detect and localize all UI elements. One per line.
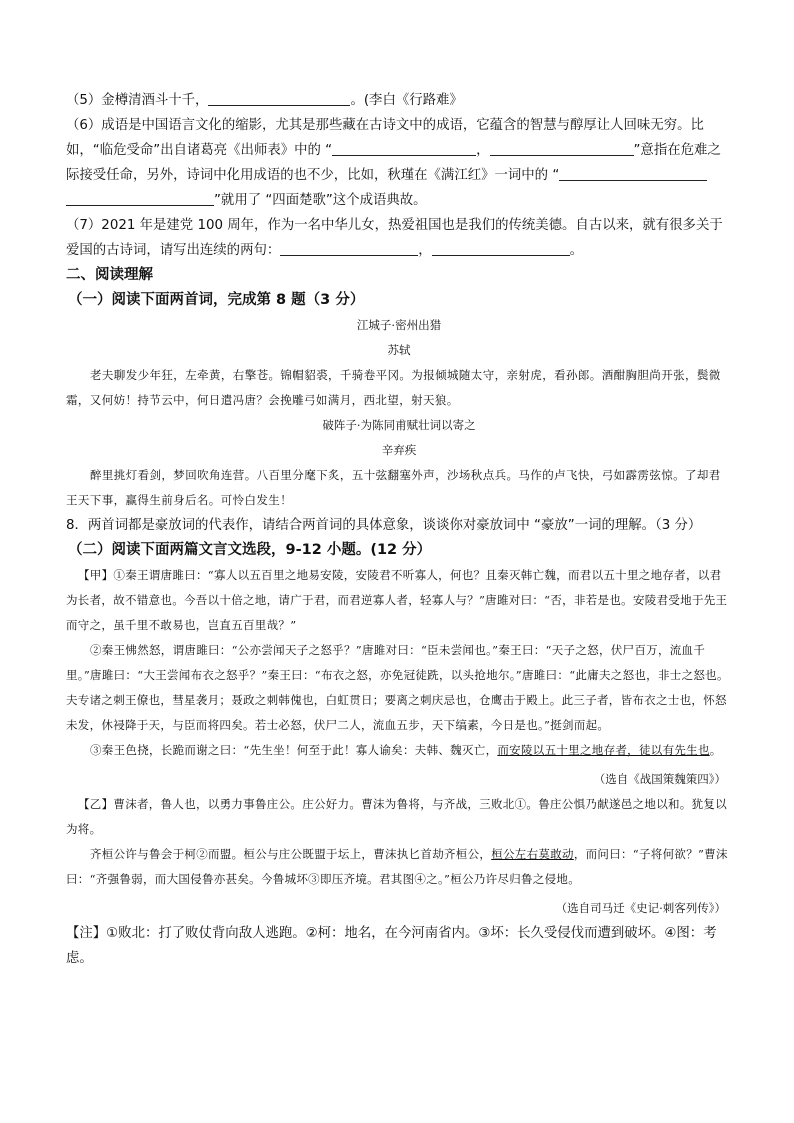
q5-prefix: （5）金樽清酒斗十千，: [66, 93, 209, 108]
passage-yi-source: （选自司马迁《史记·刺客列传》）: [555, 901, 726, 915]
q7-line-2: [66, 238, 732, 263]
yi-p2-text: ，而问曰：“子将何欲？”曹沫曰：“齐强鲁弱，而大国侵鲁亦甚矣。今鲁城坏③即压齐境。君其图④之。”桓公乃许尽归鲁之侵地。: [66, 847, 728, 886]
question-8: 8．两首词都是豪放词的代表作，请结合两首词的具体意象，谈谈你对豪放词中 “豪放”一词的理解。（3 分）: [66, 518, 702, 533]
q6-text: 际接受任命，另外，诗词中化用成语的也不少，比如，秋瑾在《满江红》一词中的 “: [66, 168, 560, 183]
part1-heading: （一）阅读下面两首词，完成第 8 题（3 分）: [68, 292, 365, 308]
poem2-text: 醉里挑灯看剑，梦回吹角连营。八百里分麾下炙，五十弦翻塞外声，沙场秋点兵。马作的卢飞快，弓如霹雳弦惊。了却君王天下事，赢得生前身后名。可怜白发生！: [66, 468, 721, 507]
q6-text: ”就用了 “四面楚歌”这个成语典故。: [214, 193, 427, 208]
yi-p2-text: 齐桓公许与鲁会于柯②而盟。桓公与庄公既盟于坛上，曹沫执匕首劫齐桓公，: [90, 847, 492, 861]
q5-suffix: 。(李白《行路难》: [350, 93, 463, 108]
answer-blank[interactable]: [208, 91, 350, 106]
poem1-title: 江城子·密州出猎: [356, 318, 442, 332]
q6-line-4: [66, 188, 732, 213]
q7-line-1: （7）2021 年是建党 100 周年，作为一名中华儿女，热爱祖国也是我们的传统美德。自古以来，就有很多关于: [66, 218, 723, 233]
passage-yi-para-2: [66, 842, 732, 892]
q6-text: 如，“临危受命”出自诸葛亮《出师表》中的 “: [66, 143, 333, 158]
q6-text: ，: [476, 143, 490, 158]
exam-page: [66, 88, 732, 971]
annotation-notes: 【注】①败北：打了败仗背向敌人逃跑。②柯：地名，在今河南省内。③坏：长久受侵伐而遭到破坏。④图：考虑。: [66, 926, 717, 966]
q6-text: ”意指在危难之: [633, 143, 721, 158]
q7-text: 。: [569, 243, 584, 258]
poem1-author: 苏轼: [387, 343, 411, 357]
poem2-author: 辛弃疾: [381, 443, 417, 457]
jia-p3-text: ③秦王色挠，长跪而谢之曰：“先生坐！何至于此！寡人谕矣：夫韩、魏灭亡，: [90, 743, 498, 757]
passage-jia-source: （选自《战国策魏策四》）: [593, 772, 726, 786]
poem2-title: 破阵子·为陈同甫赋壮词以寄之: [322, 418, 476, 432]
answer-blank[interactable]: [332, 141, 476, 156]
passage-jia-para-3: [66, 738, 732, 763]
q6-line-2: [66, 138, 732, 163]
passage-yi-para-1: 【乙】曹沫者，鲁人也，以勇力事鲁庄公。庄公好力。曹沫为鲁将，与齐战，三败北①。鲁庄公惧乃献遂邑之地以和。犹复以为将。: [66, 797, 727, 836]
jia-p3-end: 。: [709, 743, 722, 757]
poem1-text: 老夫聊发少年狂，左牵黄，右擎苍。锦帽貂裘，千骑卷平冈。为报倾城随太守，亲射虎，看孙郎。酒酣胸胆尚开张，鬓微霜，又何妨！持节云中，何日遣冯唐？会挽雕弓如满月，西北望，射天狼。: [66, 368, 721, 407]
section-heading: 二、阅读理解: [66, 267, 153, 283]
q6-line-1: （6）成语是中国语言文化的缩影，尤其是那些藏在古诗文中的成语，它蕴含的智慧与醇厚让人回味无穷。比: [66, 118, 704, 133]
underlined-sentence: 桓公左右莫敢动: [491, 847, 574, 861]
q7-text: 爱国的古诗词，请写出连续的两句：: [66, 243, 281, 258]
answer-blank[interactable]: [490, 141, 634, 156]
answer-blank[interactable]: [280, 241, 418, 256]
answer-blank[interactable]: [66, 191, 214, 206]
answer-blank[interactable]: [559, 166, 707, 181]
q6-line-3: [66, 163, 732, 188]
question-7-5: [66, 88, 732, 113]
part2-heading: （二）阅读下面两篇文言文选段，9-12 小题。(12 分）: [68, 542, 432, 558]
answer-blank[interactable]: [432, 241, 570, 256]
passage-jia-para-2: ②秦王怫然怒，谓唐雎曰：“公亦尝闻天子之怒乎？”唐雎对曰：“臣未尝闻也。”秦王曰：“天子之怒，伏尸百万，流血千里。”唐雎曰：“大王尝闻布衣之怒乎？”秦王曰：“布衣之怒，亦免冠徒跣，以头抢地尔。”唐雎曰：“此庸夫之怒也，非士之怒也。夫专诸之刺王僚也，彗星袭月；聂政之刺韩傀也，白虹贯日；要离之刺庆忌也，仓鹰击于殿上。此三子者，皆布衣之士也，怀怒未发，休祲降于天，与臣而将四矣。若士必怒，伏尸二人，流血五步，天下缟素，今日是也。”挺剑而起。: [66, 643, 729, 732]
underlined-sentence: 而安陵以五十里之地存者，徒以有先生也: [497, 743, 710, 757]
q7-text: ，: [418, 243, 432, 258]
passage-jia-para-1: 【甲】①秦王谓唐雎曰：“寡人以五百里之地易安陵，安陵君不听寡人，何也？且秦灭韩亡魏，而君以五十里之地存者，以君为长者，故不错意也。今吾以十倍之地，请广于君，而君逆寡人者，轻寡人与？”唐雎对曰：“否，非若是也。安陵君受地于先王而守之，虽千里不敢易也，岂直五百里哉？”: [66, 568, 728, 632]
